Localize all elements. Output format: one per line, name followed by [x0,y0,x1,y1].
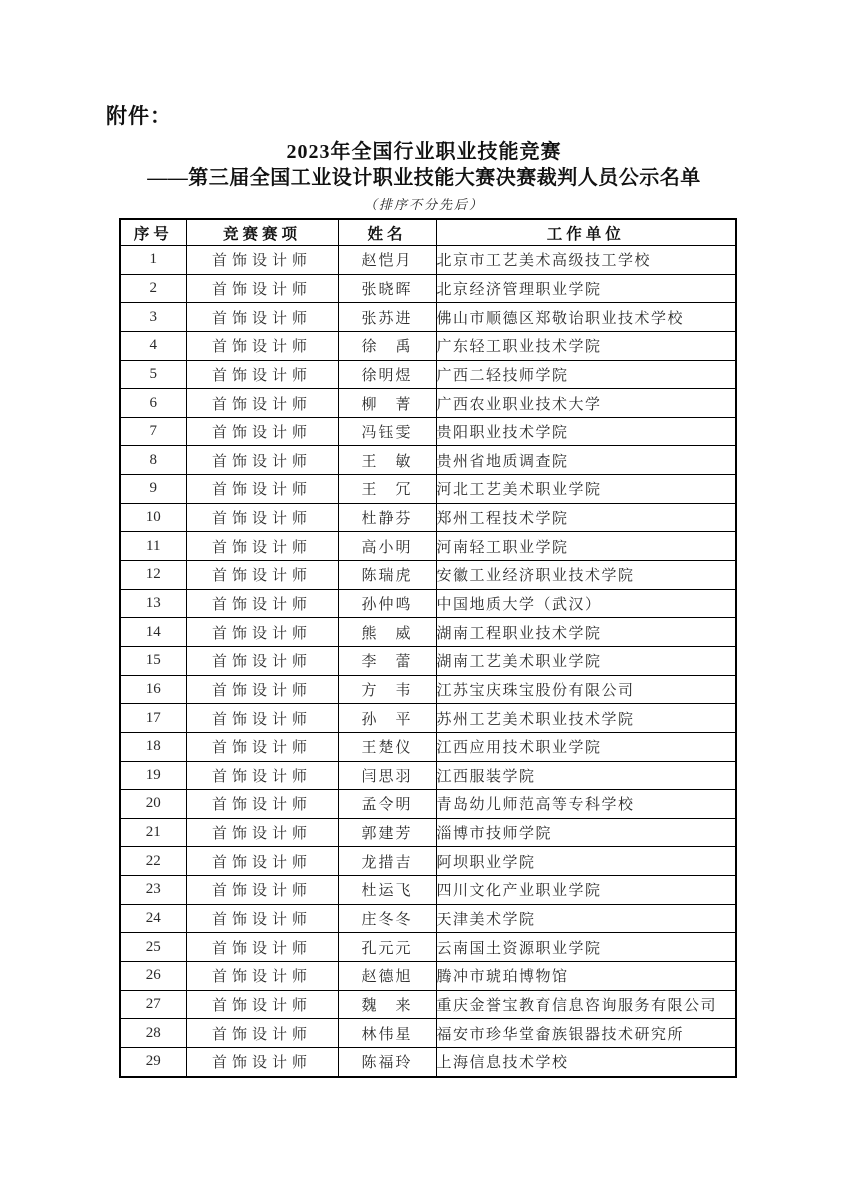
cell-event: 首饰设计师 [186,732,338,761]
cell-event: 首饰设计师 [186,303,338,332]
cell-unit: 湖南工程职业技术学院 [436,618,736,647]
cell-no: 5 [120,360,186,389]
cell-event: 首饰设计师 [186,589,338,618]
cell-unit: 天津美术学院 [436,904,736,933]
cell-no: 22 [120,847,186,876]
cell-no: 7 [120,417,186,446]
cell-name: 方 韦 [338,675,436,704]
cell-name: 孙 平 [338,704,436,733]
cell-no: 11 [120,532,186,561]
cell-event: 首饰设计师 [186,532,338,561]
cell-unit: 四川文化产业职业学院 [436,876,736,905]
cell-event: 首饰设计师 [186,389,338,418]
cell-unit: 广西二轻技师学院 [436,360,736,389]
table-row [120,532,736,561]
cell-no: 14 [120,618,186,647]
cell-name: 孔元元 [338,933,436,962]
cell-name: 孙仲鸣 [338,589,436,618]
cell-name: 赵恺月 [338,246,436,275]
header-cell-event: 竞赛赛项 [186,219,338,246]
cell-no: 24 [120,904,186,933]
table-row [120,360,736,389]
header-cell-unit: 工作单位 [436,219,736,246]
cell-name: 闫思羽 [338,761,436,790]
cell-unit: 腾冲市琥珀博物馆 [436,962,736,991]
cell-no: 19 [120,761,186,790]
header-cell-name: 姓名 [338,219,436,246]
cell-name: 林伟星 [338,1019,436,1048]
cell-no: 1 [120,246,186,275]
document-title-line2: ——第三届全国工业设计职业技能大赛决赛裁判人员公示名单 [147,167,701,189]
table-row [120,876,736,905]
cell-no: 28 [120,1019,186,1048]
sort-order-note: （排序不分先后） [363,197,484,212]
cell-no: 23 [120,876,186,905]
cell-event: 首饰设计师 [186,446,338,475]
cell-unit: 青岛幼儿师范高等专科学校 [436,790,736,819]
table-row [120,246,736,275]
cell-event: 首饰设计师 [186,704,338,733]
table-row [120,904,736,933]
cell-event: 首饰设计师 [186,675,338,704]
table-row [120,990,736,1019]
judges-table-head [120,219,736,246]
cell-no: 20 [120,790,186,819]
table-row [120,589,736,618]
table-row [120,732,736,761]
cell-event: 首饰设计师 [186,933,338,962]
cell-event: 首饰设计师 [186,990,338,1019]
cell-event: 首饰设计师 [186,876,338,905]
table-row [120,761,736,790]
cell-no: 6 [120,389,186,418]
table-row [120,618,736,647]
cell-name: 龙措吉 [338,847,436,876]
cell-unit: 湖南工艺美术职业学院 [436,646,736,675]
cell-name: 陈瑞虎 [338,561,436,590]
cell-event: 首饰设计师 [186,847,338,876]
cell-unit: 北京市工艺美术高级技工学校 [436,246,736,275]
cell-event: 首饰设计师 [186,1047,338,1076]
cell-unit: 安徽工业经济职业技术学院 [436,561,736,590]
cell-name: 孟令明 [338,790,436,819]
cell-name: 王楚仪 [338,732,436,761]
judges-table-body [120,246,736,1077]
table-row [120,503,736,532]
cell-unit: 云南国土资源职业学院 [436,933,736,962]
cell-event: 首饰设计师 [186,1019,338,1048]
table-row [120,646,736,675]
cell-no: 8 [120,446,186,475]
cell-name: 王 敏 [338,446,436,475]
cell-unit: 阿坝职业学院 [436,847,736,876]
cell-unit: 苏州工艺美术职业技术学院 [436,704,736,733]
cell-name: 庄冬冬 [338,904,436,933]
cell-name: 张晓晖 [338,274,436,303]
cell-unit: 江西应用技术职业学院 [436,732,736,761]
cell-unit: 重庆金誉宝教育信息咨询服务有限公司 [436,990,736,1019]
cell-unit: 贵阳职业技术学院 [436,417,736,446]
cell-no: 16 [120,675,186,704]
cell-event: 首饰设计师 [186,331,338,360]
table-row [120,303,736,332]
cell-unit: 贵州省地质调查院 [436,446,736,475]
cell-unit: 郑州工程技术学院 [436,503,736,532]
judges-table [119,218,737,1078]
table-row [120,446,736,475]
cell-name: 赵德旭 [338,962,436,991]
cell-no: 29 [120,1047,186,1076]
table-row [120,1047,736,1076]
table-row [120,962,736,991]
cell-event: 首饰设计师 [186,503,338,532]
cell-name: 李 蕾 [338,646,436,675]
cell-event: 首饰设计师 [186,475,338,504]
cell-event: 首饰设计师 [186,962,338,991]
cell-name: 杜运飞 [338,876,436,905]
attachment-label: 附件： [106,104,172,128]
table-row [120,389,736,418]
cell-unit: 广东轻工职业技术学院 [436,331,736,360]
cell-event: 首饰设计师 [186,274,338,303]
cell-name: 熊 威 [338,618,436,647]
table-row [120,675,736,704]
document-title-line1: 2023年全国行业职业技能竞赛 [286,141,562,163]
cell-event: 首饰设计师 [186,904,338,933]
table-row [120,1019,736,1048]
cell-unit: 江西服装学院 [436,761,736,790]
cell-event: 首饰设计师 [186,417,338,446]
cell-unit: 上海信息技术学校 [436,1047,736,1076]
cell-no: 15 [120,646,186,675]
table-row [120,790,736,819]
cell-event: 首饰设计师 [186,246,338,275]
cell-no: 9 [120,475,186,504]
cell-unit: 江苏宝庆珠宝股份有限公司 [436,675,736,704]
cell-no: 3 [120,303,186,332]
cell-name: 王 冗 [338,475,436,504]
cell-unit: 河南轻工职业学院 [436,532,736,561]
cell-unit: 广西农业职业技术大学 [436,389,736,418]
cell-name: 张苏进 [338,303,436,332]
header-cell-no: 序号 [120,219,186,246]
cell-name: 陈福玲 [338,1047,436,1076]
cell-event: 首饰设计师 [186,618,338,647]
table-row [120,331,736,360]
cell-event: 首饰设计师 [186,761,338,790]
cell-unit: 北京经济管理职业学院 [436,274,736,303]
cell-name: 魏 来 [338,990,436,1019]
cell-no: 13 [120,589,186,618]
cell-unit: 佛山市顺德区郑敬诒职业技术学校 [436,303,736,332]
cell-name: 冯钰雯 [338,417,436,446]
cell-event: 首饰设计师 [186,646,338,675]
table-row [120,933,736,962]
table-row [120,561,736,590]
cell-no: 21 [120,818,186,847]
cell-name: 徐 禹 [338,331,436,360]
cell-event: 首饰设计师 [186,790,338,819]
cell-name: 高小明 [338,532,436,561]
cell-no: 27 [120,990,186,1019]
cell-no: 4 [120,331,186,360]
cell-unit: 淄博市技师学院 [436,818,736,847]
cell-no: 25 [120,933,186,962]
table-row [120,417,736,446]
cell-no: 17 [120,704,186,733]
cell-no: 10 [120,503,186,532]
cell-unit: 福安市珍华堂畲族银器技术研究所 [436,1019,736,1048]
cell-name: 柳 菁 [338,389,436,418]
table-row [120,818,736,847]
cell-name: 杜静芬 [338,503,436,532]
cell-no: 26 [120,962,186,991]
table-row [120,704,736,733]
cell-name: 郭建芳 [338,818,436,847]
cell-event: 首饰设计师 [186,818,338,847]
cell-unit: 中国地质大学（武汉） [436,589,736,618]
table-row [120,475,736,504]
header-row [120,219,736,246]
cell-no: 18 [120,732,186,761]
cell-event: 首饰设计师 [186,360,338,389]
cell-event: 首饰设计师 [186,561,338,590]
cell-no: 12 [120,561,186,590]
table-row [120,274,736,303]
cell-no: 2 [120,274,186,303]
table-row [120,847,736,876]
cell-name: 徐明煜 [338,360,436,389]
cell-unit: 河北工艺美术职业学院 [436,475,736,504]
